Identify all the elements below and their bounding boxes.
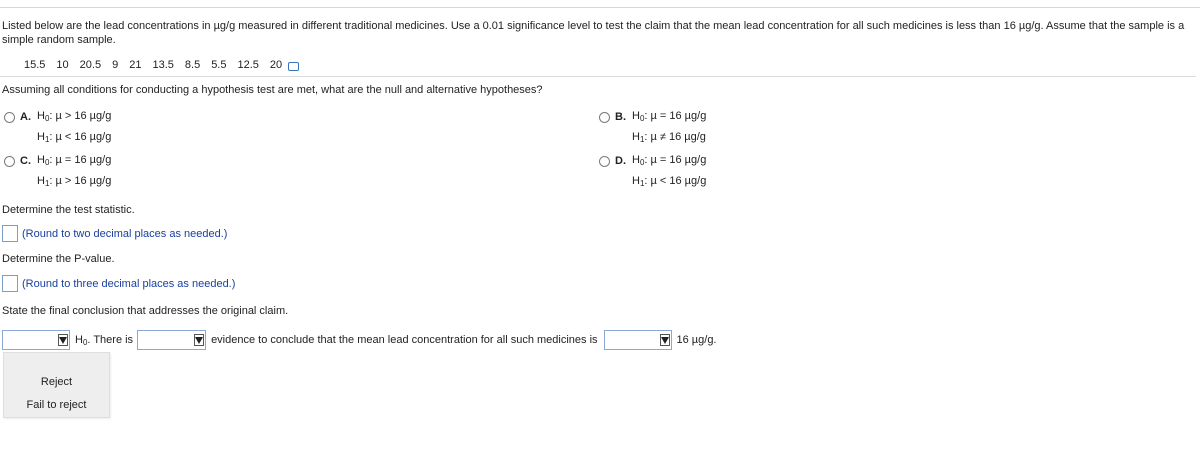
test-statistic-row [2,225,227,242]
radio-option-c[interactable] [4,156,15,167]
p-value-label: Determine the P-value. [2,253,115,265]
option-letter: A. [20,111,31,123]
conclusion-row [2,329,717,351]
data-value: 20.5 [79,59,102,71]
h1-statement: $H_1$: µ > 16 µg/g [37,175,112,188]
comparison-dropdown[interactable] [604,330,672,350]
conclusion-label: State the final conclusion that addresses the original claim. [2,305,289,317]
test-statistic-label: Determine the test statistic. [2,204,135,216]
option-a[interactable] [4,111,111,149]
h0-statement: $H_0$: µ > 16 µg/g [37,110,112,123]
option-d[interactable] [599,155,706,193]
data-value: 15.5 [24,59,46,71]
p-value-input[interactable] [2,275,18,292]
data-value: 13.5 [152,59,174,71]
h0-statement: $H_0$: µ = 16 µg/g [632,110,707,123]
h1-statement: $H_1$: µ ≠ 16 µg/g [632,131,706,144]
test-statistic-input[interactable] [2,225,18,242]
copy-data-icon[interactable] [288,62,299,71]
data-value: 21 [129,59,142,71]
h0-statement: $H_0$: µ = 16 µg/g [37,154,112,167]
chevron-down-icon [661,337,669,344]
reject-decision-dropdown[interactable] [2,330,70,350]
data-value: 9 [112,59,119,71]
data-value: 12.5 [237,59,259,71]
hypotheses-question: Assuming all conditions for conducting a hypothesis test are met, what are the null and alternative hypotheses? [2,84,543,96]
data-value: 8.5 [184,59,201,71]
question-prompt: Listed below are the lead concentrations in µg/g measured in different traditional medicines. Use a 0.01 significance level to test the claim that the mean lead concentration for all such medicines is less than 16 µg/g. Assume that the sample is a simple random sample. [2,20,1185,46]
top-divider [0,7,1200,8]
dropdown-menu [3,352,110,418]
h1-statement: $H_1$: µ < 16 µg/g [37,131,112,144]
option-c[interactable] [4,155,111,193]
section-divider [0,76,1196,77]
p-value-row [2,275,235,292]
p-value-hint: (Round to three decimal places as needed.) [22,277,236,290]
h0-statement: $H_0$: µ = 16 µg/g [632,154,707,167]
chevron-down-icon [195,337,203,344]
chevron-down-icon [59,337,67,344]
radio-option-b[interactable] [599,112,610,123]
option-letter: D. [615,155,626,167]
h0-text: $H_0$. There is [75,333,134,347]
option-b[interactable] [599,111,706,149]
conclusion-middle-text: evidence to conclude that the mean lead concentration for all such medicines is [211,334,598,346]
h1-statement: $H_1$: µ < 16 µg/g [632,175,707,188]
conclusion-end-text: 16 µg/g. [676,334,717,346]
radio-option-a[interactable] [4,112,15,123]
data-value: 5.5 [211,59,227,71]
menu-item-reject[interactable]: Reject [40,376,73,388]
test-statistic-hint: (Round to two decimal places as needed.) [22,227,228,240]
option-letter: B. [615,111,626,123]
menu-item-fail-to-reject[interactable]: Fail to reject [26,399,87,411]
radio-option-d[interactable] [599,156,610,167]
data-value: 20 [269,59,283,71]
data-values-row [24,58,299,72]
evidence-dropdown[interactable] [137,330,206,350]
option-letter: C. [20,155,31,167]
data-value: 10 [56,59,69,71]
